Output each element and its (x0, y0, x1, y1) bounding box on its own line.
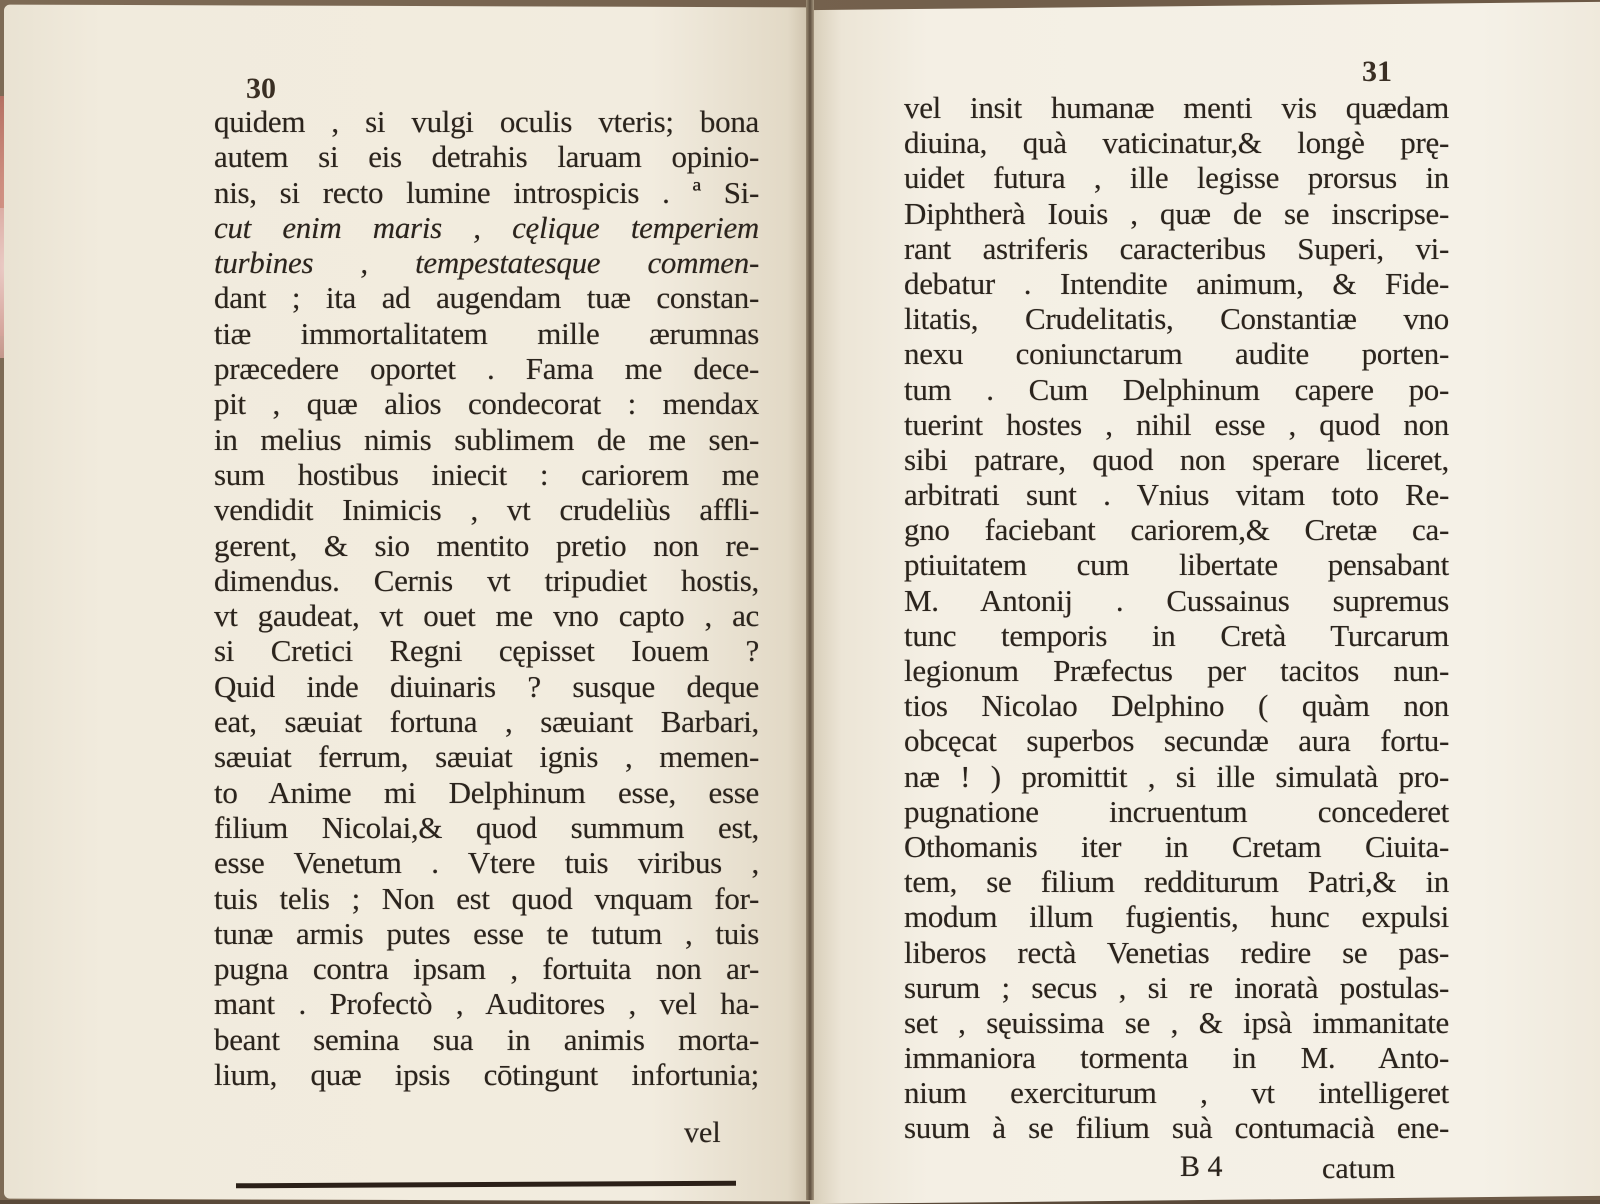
text-line: tuis telis ; Non est quod vnquam for- (214, 880, 759, 916)
text-line: turbines , tempestatesque commen- (214, 245, 759, 281)
text-line: eat, sæuiat fortuna , sæuiant Barbari, (214, 704, 759, 740)
text-line: autem si eis detrahis laruam opinio- (214, 139, 759, 175)
text-line: dant ; ita ad augendam tuæ constan- (214, 280, 759, 316)
text-line: gerent, & sio mentito pretio non re- (214, 527, 759, 563)
text-line: surum ; secus , si re inoratà postulas- (904, 969, 1449, 1005)
text-line: ptiuitatem cum libertate pensabant (904, 547, 1449, 583)
text-line: tunc temporis in Cretà Turcarum (904, 617, 1449, 653)
text-line: pugna contra ipsam , fortuita non ar- (214, 951, 759, 987)
text-line: diuina, quà vaticinatur,& longè prę- (904, 125, 1449, 161)
text-line: debatur . Intendite animum, & Fide- (904, 265, 1449, 301)
text-line: sum hostibus iniecit : cariorem me (214, 456, 759, 492)
text-line: modum illum fugientis, hunc expulsi (904, 899, 1449, 935)
text-line: set , sęuissima se , & ipsà immanitate (904, 1004, 1449, 1040)
text-line: rant astriferis caracteribus Superi, vi- (904, 230, 1449, 266)
left-catchword: vel (684, 1116, 721, 1149)
right-page-number: 31 (1362, 55, 1392, 88)
text-line: tuerint hostes , nihil esse , quod non (904, 406, 1449, 442)
text-line: mant . Profectò , Auditores , vel ha- (214, 986, 759, 1022)
text-line: arbitrati sunt . Vnius vitam toto Re- (904, 477, 1449, 513)
text-line: Othomanis iter in Cretam Ciuita- (904, 828, 1449, 864)
text-line: in melius nimis sublimem de me sen- (214, 421, 759, 457)
text-line: esse Venetum . Vtere tuis viribus , (214, 845, 759, 881)
text-line: tiæ immortalitatem mille ærumnas (214, 315, 759, 351)
left-page-number: 30 (246, 72, 276, 105)
right-page-text (904, 90, 1449, 1146)
text-line: lium, quæ ipsis cōtingunt infortunia; (214, 1057, 759, 1093)
text-line: si Cretici Regni cępisset Iouem ? (214, 633, 759, 669)
text-line: vel insit humanæ menti vis quædam (904, 90, 1449, 125)
text-line: præcedere oportet . Fama me dece- (214, 351, 759, 387)
text-line: uidet futura , ille legisse prorsus in (904, 160, 1449, 196)
signature-mark: B 4 (1180, 1150, 1223, 1183)
text-line: tum . Cum Delphinum capere po- (904, 371, 1449, 407)
text-line: tunæ armis putes esse te tutum , tuis (214, 915, 759, 951)
text-line: sibi patrare, quod non sperare liceret, (904, 441, 1449, 477)
text-line: quidem , si vulgi oculis vteris; bona (214, 104, 759, 139)
text-line: suum à se filium suà contumacià ene- (904, 1110, 1449, 1146)
text-line: tem, se filium redditurum Patri,& in (904, 864, 1449, 900)
left-page-text (214, 104, 759, 1092)
text-line: dimendus. Cernis vt tripudiet hostis, (214, 562, 759, 598)
text-line: nis, si recto lumine introspicis . ª Si- (214, 174, 759, 210)
text-line: liberos rectà Venetias redire se pas- (904, 934, 1449, 970)
text-line: cut enim maris , cęlique temperiem (214, 209, 759, 245)
text-line: vendidit Inimicis , vt crudeliùs affli- (214, 492, 759, 528)
book-gutter (806, 0, 814, 1200)
text-line: nexu coniunctarum audite porten- (904, 336, 1449, 372)
text-line: sæuiat ferrum, sæuiat ignis , memen- (214, 739, 759, 775)
text-line: filium Nicolai,& quod summum est, (214, 809, 759, 845)
text-line: nium exerciturum , vt intelligeret (904, 1075, 1449, 1111)
text-line: to Anime mi Delphinum esse, esse (214, 774, 759, 810)
text-line: beant semina sua in animis morta- (214, 1021, 759, 1057)
text-line: M. Antonij . Cussainus supremus (904, 582, 1449, 618)
text-line: Quid inde diuinaris ? susque deque (214, 668, 759, 704)
text-line: Diphtherà Iouis , quæ de se inscripse- (904, 195, 1449, 231)
text-line: pugnatione incruentum concederet (904, 793, 1449, 829)
text-line: legionum Præfectus per tacitos nun- (904, 653, 1449, 688)
right-catchword: catum (1322, 1152, 1396, 1185)
text-line: pit , quæ alios condecorat : mendax (214, 386, 759, 422)
text-line: næ ! ) promittit , si ille simulatà pro- (904, 758, 1449, 794)
text-line: vt gaudeat, vt ouet me vno capto , ac (214, 598, 759, 634)
text-line: litatis, Crudelitatis, Constantiæ vno (904, 301, 1449, 337)
text-line: obcęcat superbos secundæ aura fortu- (904, 723, 1449, 759)
text-line: gno faciebant cariorem,& Cretæ ca- (904, 512, 1449, 548)
text-line: tios Nicolao Delphino ( quàm non (904, 688, 1449, 724)
text-line: immaniora tormenta in M. Anto- (904, 1040, 1449, 1076)
